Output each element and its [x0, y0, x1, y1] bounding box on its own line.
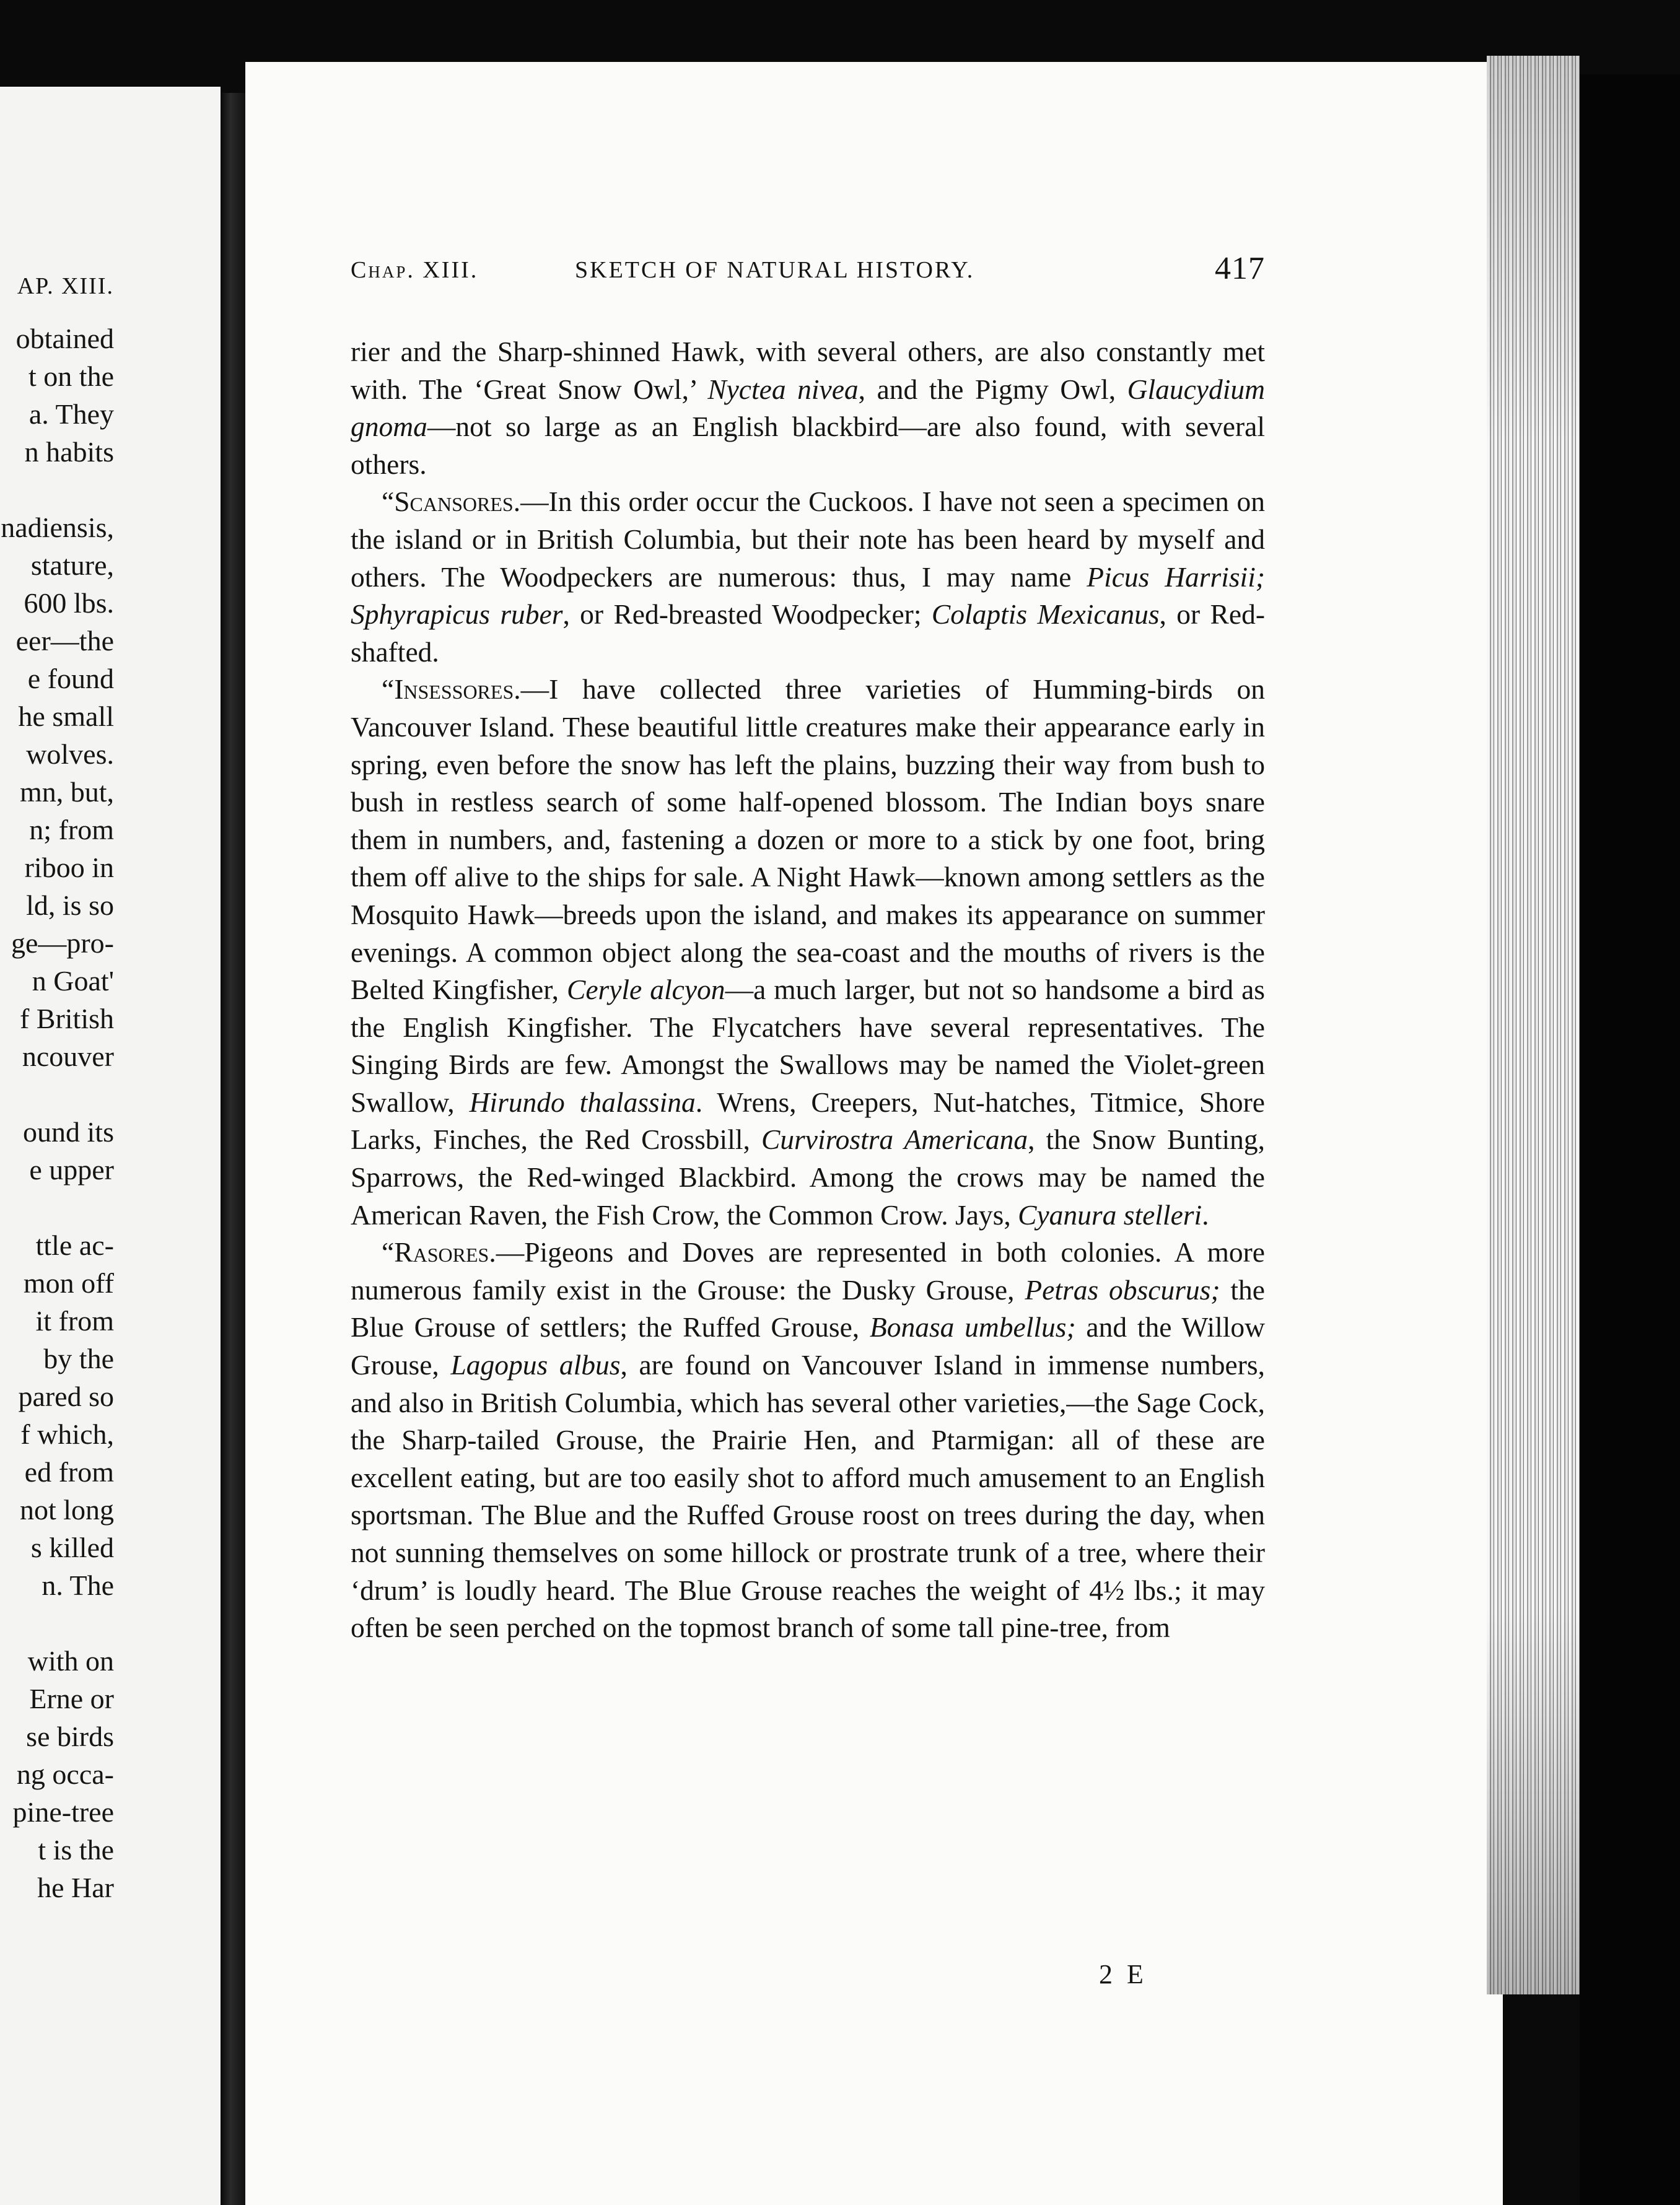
- species-name: Petras obscurus;: [1025, 1273, 1220, 1306]
- left-page-line: he Har: [37, 1872, 114, 1903]
- left-page-line: t on the: [28, 360, 114, 392]
- left-page-line: [1, 1604, 114, 1642]
- left-page-line: by the: [43, 1343, 114, 1374]
- species-name: Hirundo thalassina: [469, 1086, 696, 1118]
- left-page-line: [1, 1189, 114, 1226]
- scan-background: [1580, 74, 1680, 2205]
- text-segment: —a much larger, but not so handsome a bird as the English Kingfisher. The Flycatchers have several representatives. The Singing Birds are few. Amongst the Swallows may be named the Violet-green Swallow,: [351, 974, 1265, 1118]
- left-page-line: Erne or: [29, 1683, 114, 1714]
- text-segment: —In this order occur the Cuckoos. I have not seen a specimen on the island or in British Columbia, but their note has been heard by myself and others. The Woodpeckers are numerous: thus, I may name: [351, 486, 1265, 593]
- running-title: SKETCH OF NATURAL HISTORY.: [575, 257, 975, 283]
- left-page-line: not long: [19, 1494, 114, 1526]
- left-page-line: obtained: [15, 323, 114, 354]
- species-name: Ceryle alcyon: [566, 974, 725, 1006]
- left-page-line: ed from: [24, 1456, 114, 1488]
- text-segment: and the Willow Grouse,: [351, 1311, 1265, 1381]
- left-page-line: pine-tree: [12, 1796, 114, 1828]
- species-name: Picus Harrisii; Sphyrapicus ruber: [351, 561, 1265, 631]
- species-name: Colaptis Mexicanus: [931, 598, 1160, 631]
- left-page-line: riboo in: [24, 852, 114, 883]
- left-page-line: [1, 471, 114, 509]
- left-page-line: se birds: [26, 1721, 114, 1752]
- left-page-line: n habits: [24, 436, 114, 468]
- text-segment: rier and the Sharp-shinned Hawk, with several others, are also constantly met with. The ‘Great Snow Owl,’: [351, 336, 1265, 405]
- left-page-line: n; from: [29, 814, 114, 845]
- left-page-line: n. The: [42, 1570, 114, 1601]
- text-segment: , or Red-shafted.: [351, 598, 1265, 668]
- order-heading: Rasores: [394, 1236, 489, 1268]
- order-heading: Scansores: [394, 486, 514, 518]
- left-page-line: mn, but,: [19, 776, 114, 808]
- left-page-line: nadiensis,: [1, 512, 114, 543]
- paragraph: “Rasores.—Pigeons and Doves are represented in both colonies. A more numerous family exist in the Grouse: the Dusky Grouse, Petras obscurus; the Blue Grouse of settlers; the Ruffed Grouse, Bonasa umbellus; and the Willow Grouse, Lagopus albus, are found on Vancouver Island in immense numbers, and also in British Columbia, which has several other varieties,—the Sage Cock, the Sharp-tailed Grouse, the Prairie Hen, and Ptarmigan: all of these are excellent eating, but are too easily shot to afford much amusement to an English sportsman. The Blue and the Ruffed Grouse roost on trees during the day, when not sunning themselves on some hillock or prostrate trunk of a tree, where their ‘drum’ is loudly heard. The Blue Grouse reaches the weight of 4½ lbs.; it may often be seen perched on the topmost branch of some tall pine-tree, from: [351, 1236, 1266, 1644]
- text-segment: —Pigeons and Doves are represented in both colonies. A more numerous family exist in the Grouse: the Dusky Grouse,: [351, 1236, 1265, 1306]
- left-page-line: s killed: [30, 1532, 114, 1563]
- left-page-line: e found: [27, 663, 114, 694]
- text-segment: , or Red-breasted Woodpecker;: [562, 598, 932, 631]
- text-segment: the Blue Grouse of settlers; the Ruffed Grouse,: [351, 1273, 1266, 1343]
- left-page-line: a. They: [28, 398, 114, 430]
- left-page-line: mon off: [23, 1267, 114, 1299]
- paragraph: “Insessores.—I have collected three varieties of Humming-birds on Vancouver Island. These beautiful little creatures make their appearance early in spring, even before the snow has left the plains, buzzing their way from bush to bush in restless search of some half-opened blossom. The Indian boys snare them in numbers, and, fastening a dozen or more to a stick by one foot, bring them off alive to the ships for sale. A Night Hawk—known among settlers as the Mosquito Hawk—breeds upon the island, and makes its appearance on summer evenings. A common object along the sea-coast and the mouths of rivers is the Belted Kingfisher, Ceryle alcyon—a much larger, but not so handsome a bird as the English Kingfisher. The Flycatchers have several representatives. The Singing Birds are few. Amongst the Swallows may be named the Violet-green Swallow, Hirundo thalassina. Wrens, Creepers, Nut-hatches, Titmice, Shore Larks, Finches, the Red Crossbill, Curvirostra Americana, the Snow Bunting, Sparrows, the Red-winged Blackbird. Among the crows may be named the American Raven, the Fish Crow, the Common Crow. Jays, Cyanura stelleri.: [351, 673, 1266, 1231]
- left-page-line: t is the: [38, 1834, 114, 1866]
- left-page-line: ng occa-: [16, 1758, 114, 1790]
- left-page-line: f which,: [20, 1418, 114, 1450]
- species-name: Lagopus albus: [450, 1349, 621, 1381]
- left-page-header: AP. XIII.: [17, 273, 114, 299]
- text-segment: , the Snow Bunting, Sparrows, the Red-winged Blackbird. Among the crows may be named the American Raven, the Fish Crow, the Common Crow. Jays,: [351, 1124, 1265, 1231]
- species-name: Cyanura stelleri: [1018, 1199, 1202, 1231]
- text-segment: —I have collected three varieties of Humming-birds on Vancouver Island. These beautiful little creatures make their appearance early in spring, even before the snow has left the plains, buzzing their way from bush to bush in restless search of some half-opened blossom. The Indian boys snare them in numbers, and, fastening a dozen or more to a stick by one foot, bring them off alive to the ships for sale. A Night Hawk—known among settlers as the Mosquito Hawk—breeds upon the island, and makes its appearance on summer evenings. A common object along the sea-coast and the mouths of rivers is the Belted Kingfisher,: [351, 673, 1265, 1006]
- left-page-line: eer—the: [15, 625, 114, 657]
- left-page-line: ld, is so: [26, 889, 114, 921]
- left-page-line: with on: [27, 1645, 114, 1677]
- left-page-line: e upper: [29, 1154, 114, 1185]
- left-page-line: [1, 1075, 114, 1113]
- chapter-label: Chap. XIII.: [351, 257, 479, 283]
- text-segment: , are found on Vancouver Island in immense numbers, and also in British Columbia, which has several other varieties,—the Sage Cock, the Sharp-tailed Grouse, the Prairie Hen, and Ptarmigan: all of these are excellent eating, but are too easily shot to afford much amusement to an English sportsman. The Blue and the Ruffed Grouse roost on trees during the day, when not sunning themselves on some hillock or prostrate trunk of a tree, where their ‘drum’ is loudly heard. The Blue Grouse reaches the weight of 4½ lbs.; it may often be seen perched on the topmost branch of some tall pine-tree, from: [351, 1349, 1265, 1644]
- left-page-fragment: [0, 87, 221, 2205]
- page-edges: [1487, 56, 1580, 1994]
- text-segment: , and the Pigmy Owl,: [858, 373, 1127, 405]
- left-page-line: ncouver: [22, 1041, 114, 1072]
- left-page-line: ound its: [23, 1116, 114, 1148]
- left-page-line: ge—pro-: [11, 927, 114, 959]
- left-page-line: it from: [35, 1305, 114, 1337]
- left-page-line: f British: [19, 1003, 114, 1034]
- left-page-lines: [1, 320, 114, 1906]
- text-segment: —not so large as an English blackbird—are also found, with several others.: [351, 411, 1265, 480]
- species-name: Bonasa umbellus;: [869, 1311, 1076, 1343]
- left-page-line: n Goat': [32, 965, 114, 997]
- paragraph: [351, 333, 1265, 483]
- left-page-line: 600 lbs.: [24, 587, 114, 619]
- body-text: [351, 333, 1265, 1647]
- species-name: Nyctea nivea: [707, 373, 859, 405]
- left-page-line: pared so: [18, 1381, 114, 1412]
- book-gutter: [221, 93, 245, 2205]
- paragraph: “Scansores.—In this order occur the Cuckoos. I have not seen a specimen on the island or in British Columbia, but their note has been heard by myself and others. The Woodpeckers are numerous: thus, I may name Picus Harrisii; Sphyrapicus ruber, or Red-breasted Woodpecker; Colaptis Mexicanus, or Red-shafted.: [351, 486, 1265, 668]
- species-name: Glaucydium gnoma: [351, 373, 1265, 443]
- left-page-line: stature,: [30, 549, 114, 581]
- order-heading: Insessores: [394, 673, 514, 705]
- text-segment: . Wrens, Creepers, Nut-hatches, Titmice, Shore Larks, Finches, the Red Crossbill,: [351, 1086, 1266, 1156]
- left-page-line: wolves.: [26, 738, 114, 770]
- signature-mark: 2 E: [1099, 1959, 1147, 1989]
- left-page-line: ttle ac-: [35, 1229, 114, 1261]
- running-head: [351, 251, 1265, 291]
- species-name: Curvirostra Americana: [761, 1124, 1028, 1156]
- page-number: 417: [1215, 251, 1265, 286]
- left-page-line: he small: [18, 701, 114, 732]
- text-segment: .: [1202, 1199, 1209, 1231]
